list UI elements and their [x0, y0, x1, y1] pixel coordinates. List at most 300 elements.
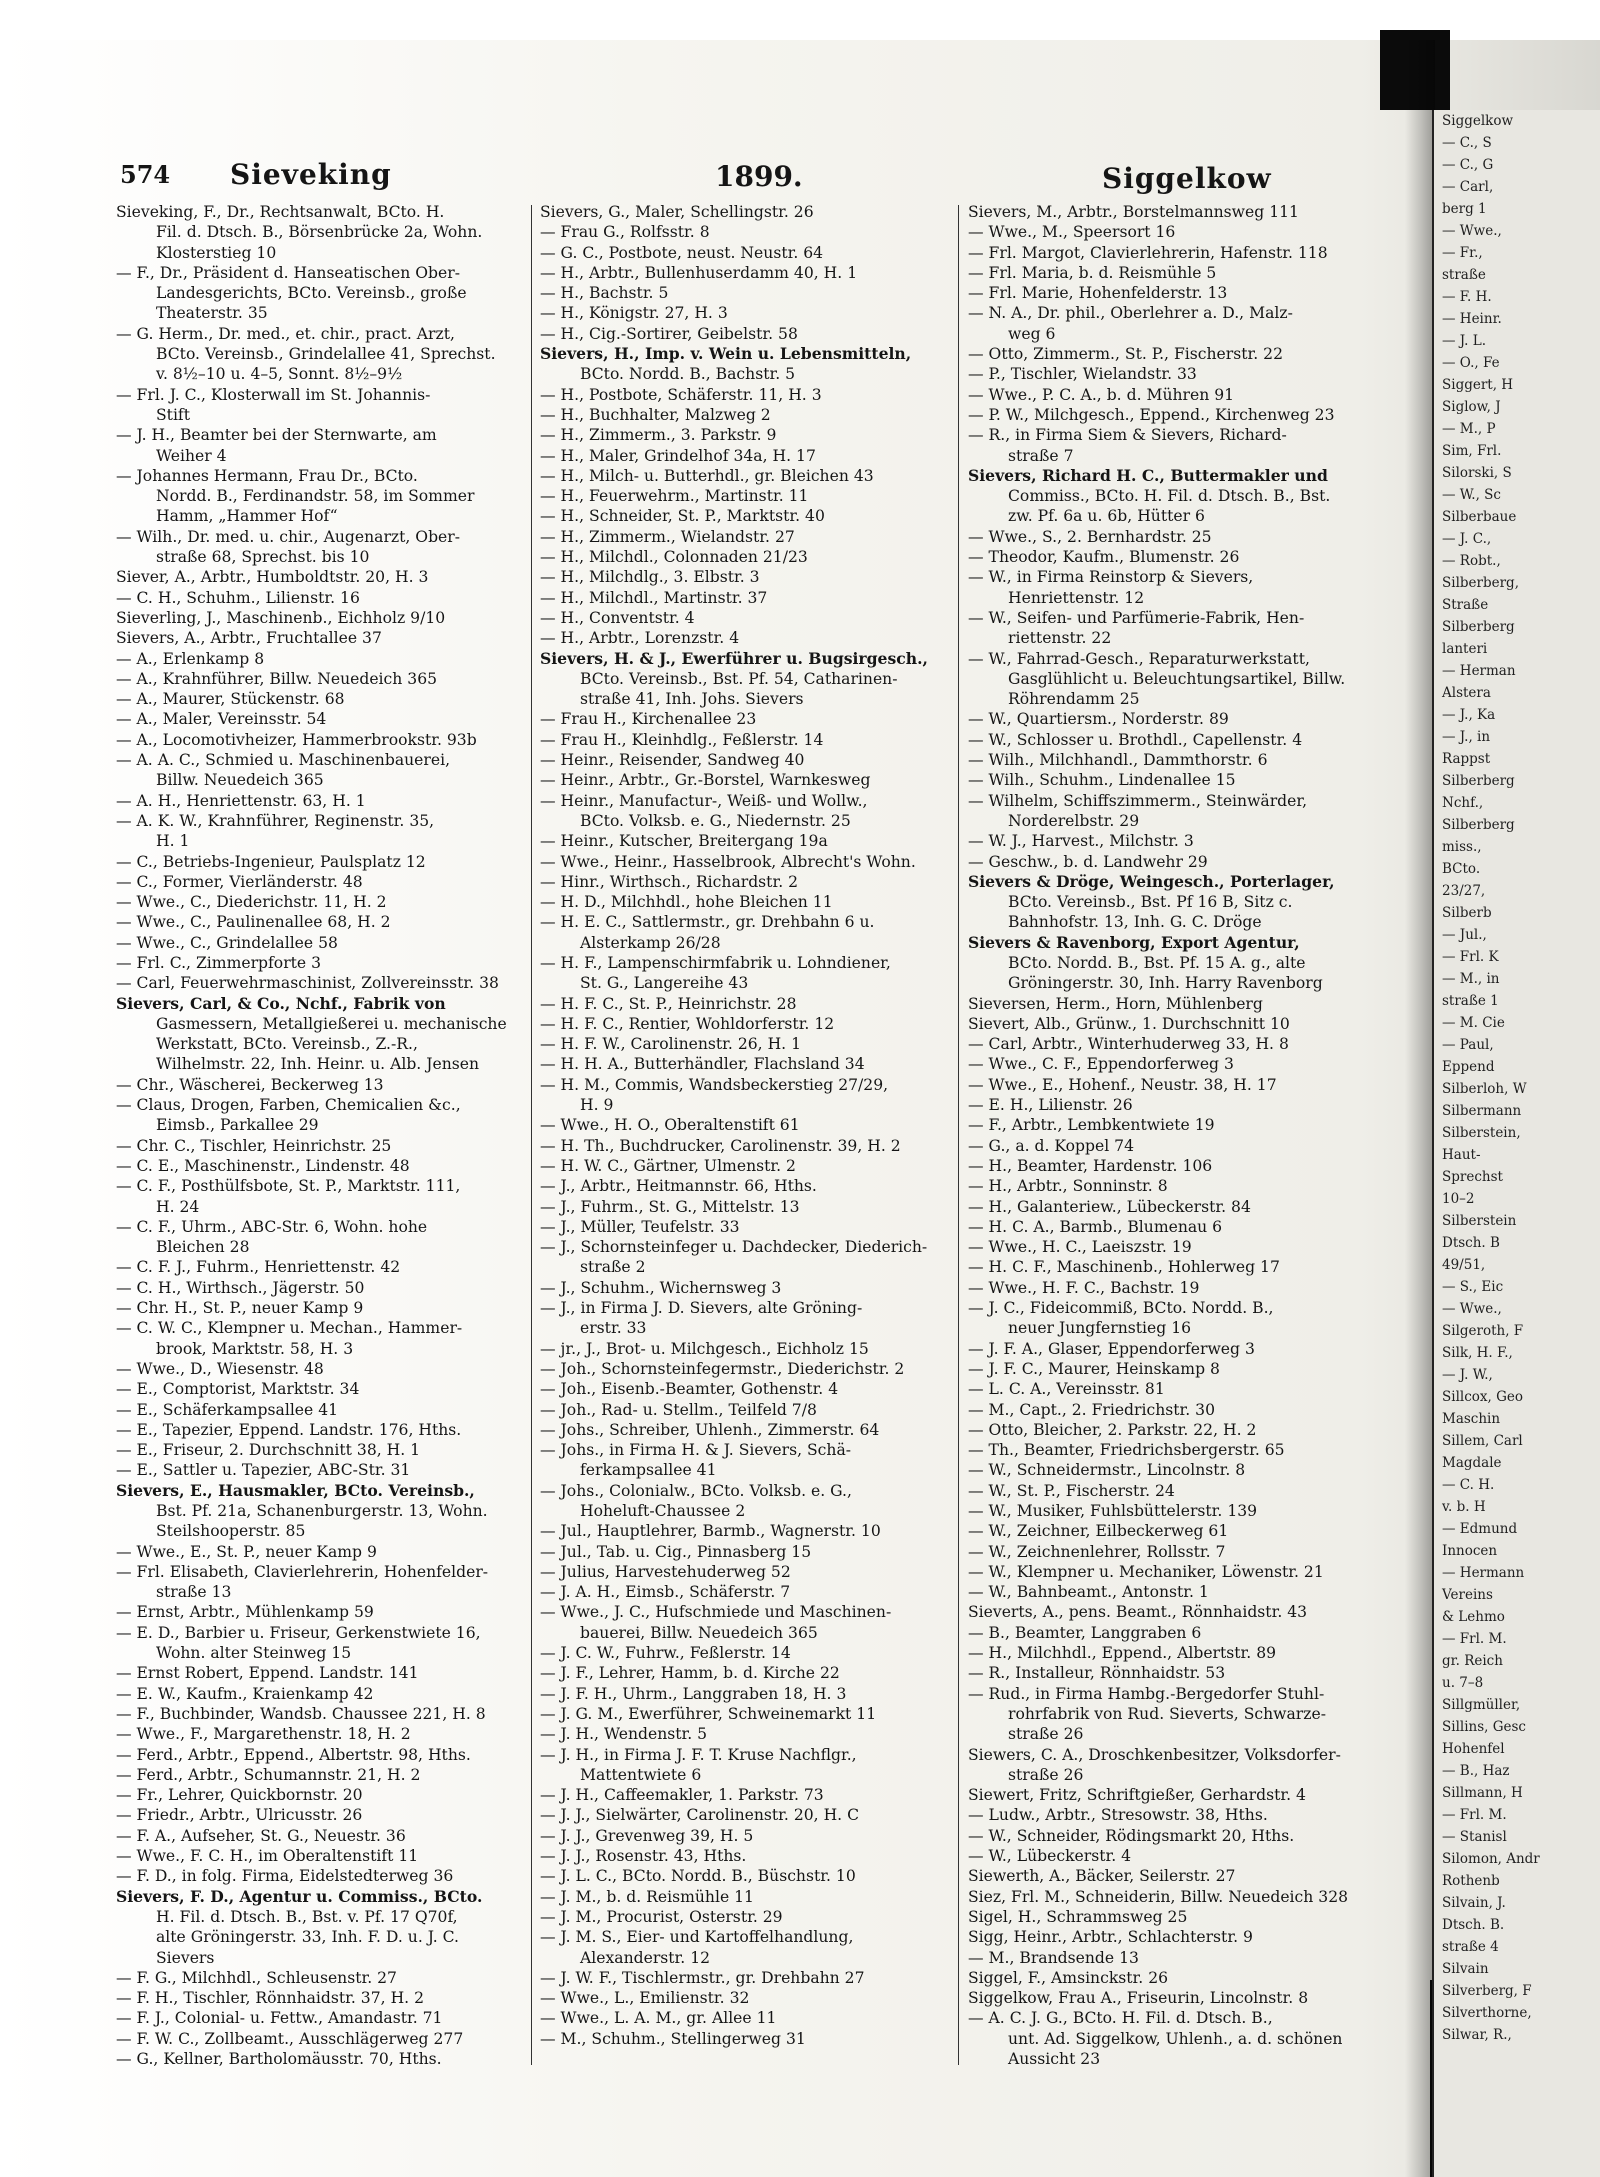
directory-entry-line: — H., Cig.-Sortirer, Geibelstr. 58	[540, 324, 798, 343]
directory-entry-line: BCto. Vereinsb., Grindelallee 41, Sprechst.	[156, 345, 496, 364]
directory-entry-line: — Frl. C., Zimmerpforte 3	[116, 953, 322, 972]
next-page-fragment: Eppend	[1442, 1059, 1495, 1075]
year-heading: 1899.	[715, 160, 803, 193]
directory-entry-line: — Julius, Harvestehuderweg 52	[540, 1562, 791, 1581]
directory-entry-line: — Jul., Hauptlehrer, Barmb., Wagnerstr. 10	[540, 1522, 881, 1541]
directory-entry-line: — W., Quartiersm., Norderstr. 89	[968, 710, 1229, 729]
directory-entry-line: Alsterkamp 26/28	[580, 933, 721, 952]
next-page-fragment: & Lehmo	[1442, 1609, 1505, 1625]
directory-entry-line: — J., Arbtr., Heitmannstr. 66, Hths.	[540, 1177, 817, 1196]
next-page-fragment: Silberstein	[1442, 1213, 1517, 1229]
next-page-fragment: Hohenfel	[1442, 1741, 1505, 1757]
directory-entry-line: — Wwe., C., Diederichstr. 11, H. 2	[116, 893, 387, 912]
directory-entry-line: — Johannes Hermann, Frau Dr., BCto.	[116, 466, 418, 485]
directory-entry-line: Sievers, H. & J., Ewerführer u. Bugsirgesch.,	[540, 648, 928, 668]
directory-entry-line: — Frau H., Kleinhdlg., Feßlerstr. 14	[540, 730, 824, 749]
directory-entry-line: — J. W. F., Tischlermstr., gr. Drehbahn 27	[540, 1968, 865, 1987]
directory-entry-line: — Geschw., b. d. Landwehr 29	[968, 852, 1208, 871]
directory-entry-line: — Johs., Schreiber, Uhlenh., Zimmerstr. 64	[540, 1420, 880, 1439]
directory-entry-line: Weiher 4	[156, 446, 227, 465]
directory-entry-line: — A. K. W., Krahnführer, Reginenstr. 35,	[116, 811, 435, 830]
directory-entry-line: Sigg, Heinr., Arbtr., Schlachterstr. 9	[968, 1928, 1253, 1947]
directory-entry-line: Alexanderstr. 12	[580, 1948, 711, 1967]
directory-entry-line: Siewers, C. A., Droschkenbesitzer, Volksdorfer-	[968, 1745, 1341, 1764]
directory-entry-line: H. 9	[580, 1096, 614, 1115]
directory-entry-line: Sieveking, F., Dr., Rechtsanwalt, BCto. H.	[116, 203, 445, 221]
directory-entry-line: — Friedr., Arbtr., Ulricusstr. 26	[116, 1806, 363, 1825]
directory-entry-line: — Rud., in Firma Hambg.-Bergedorfer Stuhl-	[968, 1684, 1325, 1703]
next-page-fragment: — Carl,	[1442, 179, 1494, 195]
directory-entry-line: — Wilh., Milchhandl., Dammthorstr. 6	[968, 751, 1268, 770]
next-page-fragment: — Frl. M.	[1442, 1631, 1507, 1647]
directory-entry-line: Mattentwiete 6	[580, 1765, 702, 1784]
next-page-fragment: Silorski, S	[1442, 465, 1512, 481]
directory-entry-line: Theaterstr. 35	[156, 304, 268, 323]
directory-entry-line: — J. F. A., Glaser, Eppendorferweg 3	[968, 1339, 1255, 1358]
next-page-fragment: Vereins	[1442, 1587, 1493, 1603]
directory-entry-line: Siez, Frl. M., Schneiderin, Billw. Neuedeich 328	[968, 1887, 1349, 1906]
directory-entry-line: — A., Maurer, Stückenstr. 68	[116, 690, 345, 709]
directory-entry-line: BCto. Vereinsb., Bst. Pf. 54, Catharinen-	[580, 669, 898, 688]
next-page-fragment: 23/27,	[1442, 883, 1486, 899]
directory-entry-line: BCto. Vereinsb., Bst. Pf 16 B, Sitz c.	[1008, 893, 1293, 912]
directory-entry-line: unt. Ad. Siggelkow, Uhlenh., a. d. schönen	[1008, 2029, 1343, 2048]
directory-entry-line: Bahnhofstr. 13, Inh. G. C. Dröge	[1008, 913, 1262, 932]
directory-entry-line: — Chr. C., Tischler, Heinrichstr. 25	[116, 1136, 392, 1155]
directory-entry-line: — J. H., Wendenstr. 5	[540, 1725, 708, 1744]
directory-entry-line: — Wwe., C., Grindelallee 58	[116, 933, 338, 952]
next-page-fragment: Silberstein,	[1442, 1125, 1521, 1141]
directory-entry-line: — C. F., Posthülfsbote, St. P., Marktstr. 111,	[116, 1177, 461, 1196]
directory-entry-line: — Frau G., Rolfsstr. 8	[540, 223, 710, 242]
directory-entry-line: — F. D., in folg. Firma, Eidelstedterweg 36	[116, 1867, 454, 1886]
directory-entry-line: — F. G., Milchhdl., Schleusenstr. 27	[116, 1968, 397, 1987]
directory-entry-line: BCto. Nordd. B., Bst. Pf. 15 A. g., alte	[1008, 953, 1306, 972]
directory-entry-line: — H. F. W., Carolinenstr. 26, H. 1	[540, 1035, 802, 1054]
directory-entry-line: Wohn. alter Steinweg 15	[156, 1644, 352, 1663]
next-page-fragment: — Frl. M.	[1442, 1807, 1507, 1823]
next-page-fragment: miss.,	[1442, 839, 1482, 855]
directory-entry-line: St. G., Langereihe 43	[580, 974, 749, 993]
next-page-fragment: Sillgmüller,	[1442, 1697, 1521, 1713]
directory-entry-line: Klosterstieg 10	[156, 243, 277, 262]
directory-entry-line: Nordd. B., Ferdinandstr. 58, im Sommer	[156, 487, 475, 506]
directory-entry-line: weg 6	[1008, 324, 1056, 343]
directory-entry-line: Henriettenstr. 12	[1008, 588, 1145, 607]
next-page-fragment: Straße	[1442, 597, 1489, 613]
directory-entry-line: — C. W. C., Klempner u. Mechan., Hammer-	[116, 1319, 463, 1338]
directory-entry-line: Eimsb., Parkallee 29	[156, 1116, 319, 1135]
next-page-fragment: Dtsch. B.	[1442, 1917, 1505, 1933]
directory-entry-line: — H., Schneider, St. P., Marktstr. 40	[540, 507, 825, 526]
directory-entry-line: Sievers	[156, 1948, 215, 1967]
next-page-fragment: Sillem, Carl	[1442, 1433, 1523, 1449]
directory-entry-line: — Wwe., H. O., Oberaltenstift 61	[540, 1116, 800, 1135]
directory-entry-line: Sievers, M., Arbtr., Borstelmannsweg 111	[968, 203, 1299, 221]
directory-entry-line: — Frl. J. C., Klosterwall im St. Johannis-	[116, 385, 431, 404]
directory-entry-line: — R., in Firma Siem & Sievers, Richard-	[968, 426, 1287, 445]
directory-entry-line: — H., Buchhalter, Malzweg 2	[540, 405, 771, 424]
next-page-fragment: — C. H.	[1442, 1477, 1495, 1493]
directory-entry-line: — W., Bahnbeamt., Antonstr. 1	[968, 1583, 1209, 1602]
page-number: 574	[120, 160, 171, 189]
directory-entry-line: — H., Arbtr., Lorenzstr. 4	[540, 629, 740, 648]
directory-entry-line: — W., Klempner u. Mechaniker, Löwenstr. 21	[968, 1562, 1324, 1581]
directory-entry-line: — Jul., Tab. u. Cig., Pinnasberg 15	[540, 1542, 812, 1561]
directory-entry-line: — jr., J., Brot- u. Milchgesch., Eichholz 15	[540, 1339, 869, 1358]
directory-entry-line: — J. L. C., BCto. Nordd. B., Büschstr. 10	[540, 1867, 856, 1886]
directory-entry-line: — H., Maler, Grindelhof 34a, H. 17	[540, 446, 816, 465]
next-page-fragment: — Hermann	[1442, 1565, 1525, 1581]
directory-entry-line: v. 8½–10 u. 4–5, Sonnt. 8½–9½	[156, 365, 403, 384]
directory-entry-line: — C. F., Uhrm., ABC-Str. 6, Wohn. hohe	[116, 1217, 428, 1236]
directory-entry-line: riettenstr. 22	[1008, 629, 1112, 648]
next-page-fragment: — J. C.,	[1442, 531, 1492, 547]
next-page-fragment: — C., S	[1442, 135, 1492, 151]
next-page-fragment: — J., in	[1442, 729, 1491, 745]
directory-entry-line: — A., Krahnführer, Billw. Neuedeich 365	[116, 669, 438, 688]
directory-entry-line: — W., in Firma Reinstorp & Sievers,	[968, 568, 1254, 587]
directory-entry-line: — C., Betriebs-Ingenieur, Paulsplatz 12	[116, 852, 426, 871]
directory-entry-line: Siewert, Fritz, Schriftgießer, Gerhardstr. 4	[968, 1786, 1306, 1805]
directory-entry-line: — Joh., Schornsteinfegermstr., Diederichstr. 2	[540, 1359, 905, 1378]
directory-entry-line: — E., Friseur, 2. Durchschnitt 38, H. 1	[116, 1441, 421, 1460]
directory-entry-line: — E. D., Barbier u. Friseur, Gerkenstwiete 16,	[116, 1623, 481, 1642]
directory-entry-line: — Hinr., Wirthsch., Richardstr. 2	[540, 872, 799, 891]
directory-entry-line: — J. M., b. d. Reismühle 11	[540, 1887, 754, 1906]
directory-entry-line: — J., Schornsteinfeger u. Dachdecker, Diederich-	[540, 1238, 928, 1257]
directory-entry-line: bauerei, Billw. Neuedeich 365	[580, 1623, 818, 1642]
next-page-fragment: — J. L.	[1442, 333, 1486, 349]
directory-entry-line: — J. F., Lehrer, Hamm, b. d. Kirche 22	[540, 1664, 840, 1683]
next-page-fragment: Haut-	[1442, 1147, 1481, 1163]
next-page-fragment: Sprechst	[1442, 1169, 1503, 1185]
directory-entry-line: — Wwe., H. F. C., Bachstr. 19	[968, 1278, 1200, 1297]
directory-entry-line: — A. A. C., Schmied u. Maschinenbauerei,	[116, 751, 451, 770]
directory-entry-line: straße 68, Sprechst. bis 10	[156, 548, 370, 567]
directory-entry-line: — W., Musiker, Fuhlsbüttelerstr. 139	[968, 1502, 1258, 1520]
directory-entry-line: — W., Schlosser u. Brothdl., Capellenstr. 4	[968, 730, 1303, 749]
next-page-fragment: Silomon, Andr	[1442, 1851, 1540, 1867]
next-page-fragment: Silvain	[1442, 1961, 1489, 1977]
next-page-fragment: — Frl. K	[1442, 949, 1499, 965]
directory-entry-line: — M., Brandsende 13	[968, 1948, 1139, 1967]
next-page-fragment: — Edmund	[1442, 1521, 1518, 1537]
directory-entry-line: — G., a. d. Koppel 74	[968, 1136, 1135, 1155]
directory-entry-line: Sievers, F. D., Agentur u. Commiss., BCto.	[116, 1886, 483, 1906]
directory-entry-line: — H. C. A., Barmb., Blumenau 6	[968, 1217, 1223, 1236]
directory-entry-line: — E. H., Lilienstr. 26	[968, 1096, 1133, 1115]
top-left-dark-edge	[0, 0, 1600, 40]
next-page-fragment: Silverthorne,	[1442, 2005, 1532, 2021]
directory-entry-line: — H., Königstr. 27, H. 3	[540, 304, 728, 323]
next-page-fragment: — J. W.,	[1442, 1367, 1493, 1383]
directory-entry-line: straße 2	[580, 1258, 646, 1277]
directory-entry-line: — W., St. P., Fischerstr. 24	[968, 1481, 1175, 1500]
directory-entry-line: — G., Kellner, Bartholomäusstr. 70, Hths.	[116, 2050, 442, 2069]
directory-entry-line: H. 24	[156, 1197, 200, 1216]
next-page-fragment: Silbermann	[1442, 1103, 1522, 1119]
next-page-fragment: — Herman	[1442, 663, 1516, 679]
directory-entry-line: Bst. Pf. 21a, Schanenburgerstr. 13, Wohn.	[156, 1502, 488, 1520]
directory-entry-line: — H., Beamter, Hardenstr. 106	[968, 1156, 1213, 1175]
directory-entry-line: — L. C. A., Vereinsstr. 81	[968, 1380, 1165, 1399]
directory-entry-line: — W. J., Harvest., Milchstr. 3	[968, 832, 1194, 851]
directory-entry-line: — Johs., in Firma H. & J. Sievers, Schä-	[540, 1441, 852, 1460]
directory-entry-line: — M., Schuhm., Stellingerweg 31	[540, 2029, 806, 2048]
directory-entry-line: Sievers & Dröge, Weingesch., Porterlager,	[968, 871, 1335, 891]
directory-entry-line: — Wilh., Dr. med. u. chir., Augenarzt, Ober-	[116, 527, 461, 546]
directory-entry-line: — W., Schneidermstr., Lincolnstr. 8	[968, 1461, 1246, 1480]
directory-entry-line: — Ernst, Arbtr., Mühlenkamp 59	[116, 1603, 374, 1622]
directory-entry-line: — E., Tapezier, Eppend. Landstr. 176, Hths.	[116, 1420, 462, 1439]
directory-entry-line: — J., Schuhm., Wichernsweg 3	[540, 1278, 782, 1297]
directory-entry-line: — C. F. J., Fuhrm., Henriettenstr. 42	[116, 1258, 401, 1277]
directory-entry-line: — F. A., Aufseher, St. G., Neuestr. 36	[116, 1826, 406, 1845]
next-page-fragment: 49/51,	[1442, 1257, 1486, 1273]
directory-entry-line: Sieverling, J., Maschinenb., Eichholz 9/10	[116, 608, 446, 627]
directory-entry-line: — P., Tischler, Wielandstr. 33	[968, 365, 1197, 384]
directory-entry-line: straße 26	[1008, 1765, 1084, 1784]
directory-entry-line: — Frl. Marie, Hohenfelderstr. 13	[968, 284, 1228, 303]
directory-entry-line: — J., in Firma J. D. Sievers, alte Gröning-	[540, 1299, 863, 1318]
directory-entry-line: straße 7	[1008, 446, 1074, 465]
directory-entry-line: — J. H., Caffeemakler, 1. Parkstr. 73	[540, 1786, 824, 1805]
directory-entry-line: Sievers, E., Hausmakler, BCto. Vereinsb.,	[116, 1480, 475, 1500]
directory-entry-line: — J. J., Sielwärter, Carolinenstr. 20, H. C	[540, 1806, 860, 1825]
next-page-fragment: BCto.	[1442, 861, 1481, 877]
directory-entry-line: — J. M., Procurist, Osterstr. 29	[540, 1907, 783, 1926]
directory-entry-line: — Theodor, Kaufm., Blumenstr. 26	[968, 548, 1240, 567]
next-page-fragment: Silberb	[1442, 905, 1492, 921]
directory-entry-line: rohrfabrik von Rud. Sieverts, Schwarze-	[1008, 1704, 1326, 1723]
directory-entry-line: — G. Herm., Dr. med., et. chir., pract. Arzt,	[116, 324, 455, 343]
directory-entry-line: — C. E., Maschinenstr., Lindenstr. 48	[116, 1156, 410, 1175]
page-header	[0, 160, 1400, 200]
directory-entry-line: Stift	[156, 405, 190, 424]
directory-entry-line: erstr. 33	[580, 1319, 647, 1338]
next-page-fragment: 10–2	[1442, 1191, 1475, 1207]
column-divider	[958, 205, 959, 2065]
directory-entry-line: — J., Fuhrm., St. G., Mittelstr. 13	[540, 1197, 800, 1216]
directory-entry-line: Billw. Neuedeich 365	[156, 771, 324, 790]
directory-entry-line: — Wwe., J. C., Hufschmiede und Maschinen-	[540, 1603, 892, 1622]
directory-entry-line: — J. H., in Firma J. F. T. Kruse Nachflgr.,	[540, 1745, 857, 1764]
next-page-fragment: Sillcox, Geo	[1442, 1389, 1523, 1405]
directory-entry-line: — A. C. J. G., BCto. H. Fil. d. Dtsch. B.,	[968, 2009, 1273, 2028]
directory-entry-line: — Fr., Lehrer, Quickbornstr. 20	[116, 1786, 363, 1805]
directory-entry-line: — H., Arbtr., Sonninstr. 8	[968, 1177, 1168, 1196]
directory-entry-line: — W., Zeichnenlehrer, Rollsstr. 7	[968, 1542, 1226, 1561]
directory-entry-line: — Johs., Colonialw., BCto. Volksb. e. G.,	[540, 1481, 852, 1500]
directory-entry-line: — N. A., Dr. phil., Oberlehrer a. D., Malz-	[968, 304, 1293, 323]
directory-entry-line: — B., Beamter, Langgraben 6	[968, 1623, 1202, 1642]
next-page-fragment: straße	[1442, 267, 1486, 283]
directory-entry-line: — H. Th., Buchdrucker, Carolinenstr. 39, H. 2	[540, 1136, 901, 1155]
directory-entry-line: — F., Dr., Präsident d. Hanseatischen Ober-	[116, 263, 460, 282]
next-page-fragment: — Heinr.	[1442, 311, 1502, 327]
directory-entry-line: — J. F. C., Maurer, Heinskamp 8	[968, 1359, 1220, 1378]
directory-entry-line: Sievers, A., Arbtr., Fruchtallee 37	[116, 629, 382, 648]
directory-entry-line: — Otto, Zimmerm., St. P., Fischerstr. 22	[968, 345, 1284, 364]
directory-entry-line: brook, Marktstr. 58, H. 3	[156, 1339, 354, 1358]
directory-column-3	[968, 202, 1392, 2069]
directory-entry-line: BCto. Nordd. B., Bachstr. 5	[580, 365, 796, 384]
next-page-fragment: Silberberg,	[1442, 575, 1519, 591]
right-keyword: Siggelkow	[1102, 162, 1272, 195]
directory-entry-line: — Ernst Robert, Eppend. Landstr. 141	[116, 1664, 419, 1683]
next-page-fragment: u. 7–8	[1442, 1675, 1484, 1691]
directory-entry-line: — J. C., Fideicommiß, BCto. Nordd. B.,	[968, 1299, 1274, 1318]
directory-entry-line: — J. G. M., Ewerführer, Schweinemarkt 11	[540, 1704, 877, 1723]
directory-entry-line: — Heinr., Arbtr., Gr.-Borstel, Warnkesweg	[540, 771, 871, 790]
next-page-fragment: — Wwe.,	[1442, 223, 1502, 239]
directory-entry-line: — H., Conventstr. 4	[540, 608, 695, 627]
directory-entry-line: Gröningerstr. 30, Inh. Harry Ravenborg	[1008, 974, 1323, 993]
directory-entry-line: — Frau H., Kirchenallee 23	[540, 710, 757, 729]
directory-entry-line: — A., Erlenkamp 8	[116, 649, 265, 668]
directory-entry-line: — Heinr., Kutscher, Breitergang 19a	[540, 832, 828, 851]
directory-entry-line: — C., Former, Vierländerstr. 48	[116, 872, 363, 891]
next-page-fragment: — Robt.,	[1442, 553, 1501, 569]
directory-entry-line: — Ferd., Arbtr., Eppend., Albertstr. 98, Hths.	[116, 1745, 471, 1764]
next-page-fragment: — Wwe.,	[1442, 1301, 1502, 1317]
next-page-fragment: Rothenb	[1442, 1873, 1500, 1889]
directory-entry-line: H. Fil. d. Dtsch. B., Bst. v. Pf. 17 Q70f,	[156, 1907, 458, 1926]
next-page-fragment: Rappst	[1442, 751, 1491, 767]
next-page-fragment: Silberbaue	[1442, 509, 1517, 525]
directory-entry-line: Gasglühlicht u. Beleuchtungsartikel, Billw.	[1008, 669, 1346, 688]
directory-entry-line: Sievers, Richard H. C., Buttermakler und	[968, 465, 1328, 485]
directory-entry-line: — Wilhelm, Schiffszimmerm., Steinwärder,	[968, 791, 1308, 810]
directory-entry-line: — Otto, Bleicher, 2. Parkstr. 22, H. 2	[968, 1420, 1257, 1439]
directory-entry-line: BCto. Volksb. e. G., Niedernstr. 25	[580, 811, 851, 830]
directory-entry-line: — A. H., Henriettenstr. 63, H. 1	[116, 791, 366, 810]
next-page-fragment: — Jul.,	[1442, 927, 1487, 943]
directory-entry-line: straße 41, Inh. Johs. Sievers	[580, 690, 804, 709]
next-page-fragment: — M., P	[1442, 421, 1496, 437]
next-page-fragment: — Paul,	[1442, 1037, 1494, 1053]
directory-entry-line: — M., Capt., 2. Friedrichstr. 30	[968, 1400, 1216, 1419]
directory-entry-line: — Wwe., L. A. M., gr. Allee 11	[540, 2009, 777, 2028]
next-page-fragment: Silberberg	[1442, 817, 1515, 833]
directory-entry-line: Landesgerichts, BCto. Vereinsb., große	[156, 284, 467, 303]
next-page-fragment: Silvain, J.	[1442, 1895, 1506, 1911]
directory-entry-line: — H., Feuerwehrm., Martinstr. 11	[540, 487, 809, 506]
next-page-fragment: Silberberg	[1442, 773, 1515, 789]
directory-entry-line: Siewerth, A., Bäcker, Seilerstr. 27	[968, 1867, 1236, 1886]
directory-entry-line: — Wwe., F. C. H., im Oberaltenstift 11	[116, 1847, 419, 1866]
next-page-fragment: — Stanisl	[1442, 1829, 1507, 1845]
next-page-fragment: — M., in	[1442, 971, 1500, 987]
next-page-fragment: — O., Fe	[1442, 355, 1500, 371]
directory-entry-line: — Wilh., Schuhm., Lindenallee 15	[968, 771, 1236, 790]
directory-entry-line: neuer Jungfernstieg 16	[1008, 1319, 1192, 1338]
directory-entry-line: — Wwe., D., Wiesenstr. 48	[116, 1359, 324, 1378]
directory-entry-line: — W., Lübeckerstr. 4	[968, 1847, 1132, 1866]
next-page-fragment: Alstera	[1442, 685, 1491, 701]
directory-entry-line: — G. C., Postbote, neust. Neustr. 64	[540, 243, 824, 262]
next-page-fragment: Sillmann, H	[1442, 1785, 1523, 1801]
next-page-fragment: straße 1	[1442, 993, 1499, 1009]
directory-entry-line: — H., Arbtr., Bullenhuserdamm 40, H. 1	[540, 263, 858, 282]
directory-entry-line: Gasmessern, Metallgießerei u. mechanische	[156, 1014, 507, 1033]
directory-entry-line: Sievers, G., Maler, Schellingstr. 26	[540, 203, 814, 221]
directory-entry-line: Röhrendamm 25	[1008, 690, 1140, 709]
directory-entry-line: — Wwe., P. C. A., b. d. Mühren 91	[968, 385, 1235, 404]
next-page-fragment: Maschin	[1442, 1411, 1501, 1427]
directory-entry-line: — Th., Beamter, Friedrichsbergerstr. 65	[968, 1441, 1285, 1460]
next-page-fragment: — J., Ka	[1442, 707, 1496, 723]
directory-entry-line: Steilshooperstr. 85	[156, 1522, 306, 1541]
book-gutter	[1405, 40, 1435, 2177]
directory-entry-line: — Wwe., E., St. P., neuer Kamp 9	[116, 1542, 377, 1561]
left-keyword: Sieveking	[230, 158, 392, 191]
directory-entry-line: zw. Pf. 6a u. 6b, Hütter 6	[1008, 507, 1205, 526]
column-divider	[531, 205, 532, 2065]
directory-entry-line: Commiss., BCto. H. Fil. d. Dtsch. B., Bst.	[1008, 487, 1331, 506]
directory-entry-line: straße 13	[156, 1583, 232, 1602]
directory-entry-line: Norderelbstr. 29	[1008, 811, 1140, 830]
directory-entry-line: — C. H., Schuhm., Lilienstr. 16	[116, 588, 360, 607]
next-page-fragment: — W., Sc	[1442, 487, 1501, 503]
next-page-fragment: — Fr.,	[1442, 245, 1483, 261]
directory-entry-line: — H. F., Lampenschirmfabrik u. Lohndiener,	[540, 953, 891, 972]
directory-entry-line: — Heinr., Manufactur-, Weiß- und Wollw.,	[540, 791, 868, 810]
directory-entry-line: — Wwe., E., Hohenf., Neustr. 38, H. 17	[968, 1075, 1277, 1094]
directory-entry-line: — J. H., Beamter bei der Sternwarte, am	[116, 426, 437, 445]
next-page-fragment: Siglow, J	[1442, 399, 1501, 415]
next-page-fragment: Silberberg	[1442, 619, 1515, 635]
directory-entry-line: — Chr., Wäscherei, Beckerweg 13	[116, 1075, 384, 1094]
directory-entry-line: Werkstatt, BCto. Vereinsb., Z.-R.,	[156, 1035, 418, 1054]
next-page-fragment: berg 1	[1442, 201, 1487, 217]
directory-entry-line: — A., Maler, Vereinsstr. 54	[116, 710, 327, 729]
directory-entry-line: — Carl, Arbtr., Winterhuderweg 33, H. 8	[968, 1035, 1289, 1054]
directory-entry-line: — E., Sattler u. Tapezier, ABC-Str. 31	[116, 1461, 411, 1480]
directory-entry-line: — W., Zeichner, Eilbeckerweg 61	[968, 1522, 1229, 1541]
directory-entry-line: — Joh., Eisenb.-Beamter, Gothenstr. 4	[540, 1380, 839, 1399]
directory-entry-line: — Wwe., M., Speersort 16	[968, 223, 1176, 242]
directory-entry-line: — Wwe., F., Margarethenstr. 18, H. 2	[116, 1725, 411, 1744]
directory-entry-line: — W., Fahrrad-Gesch., Reparaturwerkstatt,	[968, 649, 1310, 668]
directory-entry-line: — H. F. C., St. P., Heinrichstr. 28	[540, 994, 797, 1013]
next-page-fragment: straße 4	[1442, 1939, 1499, 1955]
directory-entry-line: Siggelkow, Frau A., Friseurin, Lincolnstr. 8	[968, 1989, 1309, 2008]
next-page-fragment: Silgeroth, F	[1442, 1323, 1524, 1339]
directory-entry-line: Sievers, Carl, & Co., Nchf., Fabrik von	[116, 993, 446, 1013]
directory-entry-line: — Ludw., Arbtr., Stresowstr. 38, Hths.	[968, 1806, 1268, 1825]
directory-entry-line: — H., Zimmerm., 3. Parkstr. 9	[540, 426, 777, 445]
directory-entry-line: — J. F. H., Uhrm., Langgraben 18, H. 3	[540, 1684, 847, 1703]
directory-entry-line: — E., Comptorist, Marktstr. 34	[116, 1380, 360, 1399]
next-page-edge	[1432, 110, 1600, 2177]
directory-entry-line: — H., Milchdl., Martinstr. 37	[540, 588, 768, 607]
directory-column-2	[540, 202, 950, 2049]
directory-entry-line: — Carl, Feuerwehrmaschinist, Zollvereinsstr. 38	[116, 974, 499, 993]
directory-entry-line: Aussicht 23	[1008, 2050, 1101, 2069]
directory-entry-line: — H. D., Milchhdl., hohe Bleichen 11	[540, 893, 833, 912]
directory-entry-line: — J. A. H., Eimsb., Schäferstr. 7	[540, 1583, 791, 1602]
directory-entry-line: — W., Schneider, Rödingsmarkt 20, Hths.	[968, 1826, 1295, 1845]
directory-entry-line: — H., Galanteriew., Lübeckerstr. 84	[968, 1197, 1251, 1216]
next-page-fragment: v. b. H	[1442, 1499, 1486, 1515]
directory-entry-line: Bleichen 28	[156, 1238, 250, 1257]
directory-entry-line: — Chr. H., St. P., neuer Kamp 9	[116, 1299, 364, 1318]
directory-entry-line: Hoheluft-Chaussee 2	[580, 1502, 746, 1520]
next-page-fragment: lanteri	[1442, 641, 1488, 657]
next-page-fragment: Siggelkow	[1442, 113, 1514, 129]
